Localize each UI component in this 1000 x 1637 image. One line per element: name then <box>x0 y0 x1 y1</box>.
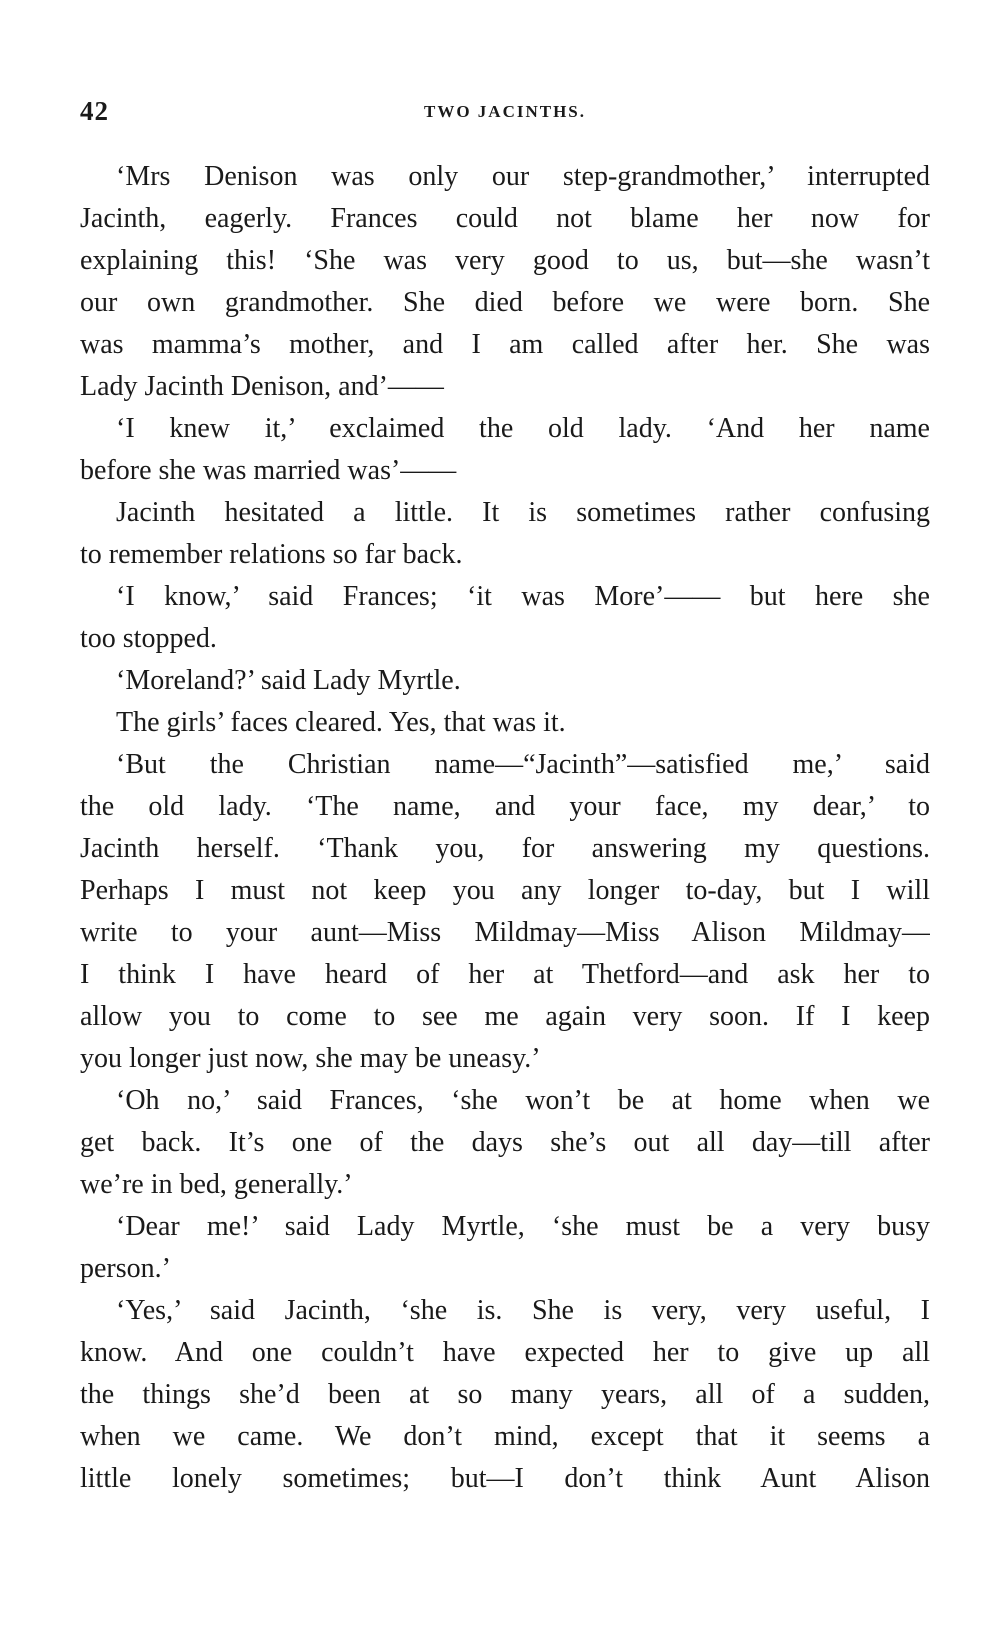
text-line: write to your aunt—Miss Mildmay—Miss Alison Mildmay— <box>80 917 930 948</box>
text-line: allow you to come to see me again very soon. If I keep <box>80 1001 930 1032</box>
text-line: Perhaps I must not keep you any longer to-day, but I will <box>80 875 930 906</box>
text-line: Lady Jacinth Denison, and’—— <box>80 371 444 402</box>
text-line: ‘I knew it,’ exclaimed the old lady. ‘And her name <box>116 413 930 444</box>
text-line: the things she’d been at so many years, all of a sudden, <box>80 1379 930 1410</box>
text-line: to remember relations so far back. <box>80 539 463 570</box>
text-line: know. And one couldn’t have expected her to give up all <box>80 1337 930 1368</box>
text-line: too stopped. <box>80 623 217 654</box>
body-text <box>80 156 930 1500</box>
text-line: ‘Yes,’ said Jacinth, ‘she is. She is very, very useful, I <box>116 1295 930 1326</box>
text-line: ‘I know,’ said Frances; ‘it was More’—— but here she <box>116 581 930 612</box>
text-line: get back. It’s one of the days she’s out all day—till after <box>80 1127 930 1158</box>
text-line: ‘Moreland?’ said Lady Myrtle. <box>116 665 461 696</box>
text-line: I think I have heard of her at Thetford—and ask her to <box>80 959 930 990</box>
text-line: Jacinth, eagerly. Frances could not blame her now for <box>80 203 930 234</box>
text-line: person.’ <box>80 1253 171 1284</box>
text-line: ‘Dear me!’ said Lady Myrtle, ‘she must be a very busy <box>116 1211 930 1242</box>
text-line: ‘Oh no,’ said Frances, ‘she won’t be at home when we <box>116 1085 930 1116</box>
text-line: the old lady. ‘The name, and your face, my dear,’ to <box>80 791 930 822</box>
text-line: when we came. We don’t mind, except that it seems a <box>80 1421 930 1452</box>
page-header <box>80 96 930 136</box>
text-line: little lonely sometimes; but—I don’t think Aunt Alison <box>80 1463 930 1494</box>
page-number: 42 <box>80 96 109 126</box>
text-line: Jacinth hesitated a little. It is sometimes rather confusing <box>116 497 930 528</box>
text-line: before she was married was’—— <box>80 455 457 486</box>
text-line: you longer just now, she may be uneasy.’ <box>80 1043 541 1074</box>
text-line: The girls’ faces cleared. Yes, that was it. <box>116 707 566 738</box>
text-line: Jacinth herself. ‘Thank you, for answering my questions. <box>80 833 930 864</box>
text-line: we’re in bed, generally.’ <box>80 1169 353 1200</box>
text-line: ‘But the Christian name—“Jacinth”—satisfied me,’ said <box>116 749 930 780</box>
text-line: explaining this! ‘She was very good to us, but—she wasn’t <box>80 245 930 276</box>
text-line: our own grandmother. She died before we were born. She <box>80 287 930 318</box>
text-line: ‘Mrs Denison was only our step-grandmother,’ interrupted <box>116 161 930 192</box>
text-line: was mamma’s mother, and I am called after her. She was <box>80 329 930 360</box>
running-title: TWO JACINTHS. <box>423 102 587 121</box>
